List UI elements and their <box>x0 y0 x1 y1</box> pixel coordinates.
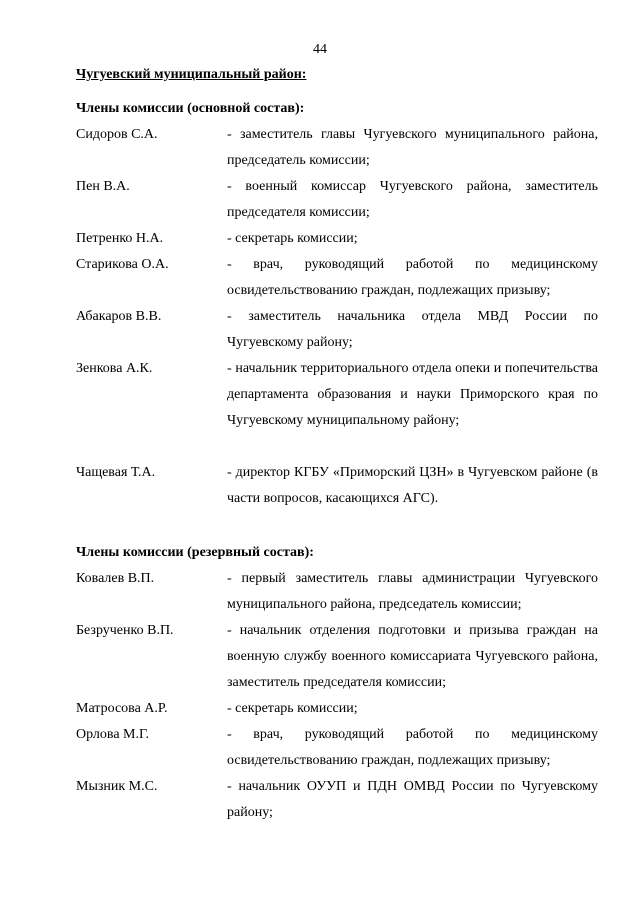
member-name: Пен В.А. <box>76 179 130 194</box>
member-role: - директор КГБУ «Приморский ЦЗН» в Чугуевском районе (в части вопросов, касающихся АГС). <box>227 465 598 506</box>
member-name: Мызник М.С. <box>76 779 158 794</box>
member-role: - секретарь комиссии; <box>227 231 358 246</box>
member-role: - врач, руководящий работой по медицинскому освидетельствованию граждан, подлежащих призыву; <box>227 257 598 298</box>
member-name: Старикова О.А. <box>76 257 169 272</box>
member-role: - заместитель главы Чугуевского муниципального района, председатель комиссии; <box>227 127 598 168</box>
member-role: - первый заместитель главы администрации Чугуевского муниципального района, председатель комиссии; <box>227 571 598 612</box>
district-title: Чугуевский муниципальный район: <box>76 67 307 82</box>
member-name: Чащевая Т.А. <box>76 465 156 480</box>
member-role: - начальник территориального отдела опеки и попечительства департамента образования и науки Приморского края по Чугуевскому муниципальному району; <box>227 361 598 428</box>
member-name: Сидоров С.А. <box>76 127 158 142</box>
member-name: Орлова М.Г. <box>76 727 150 742</box>
member-name: Матросова А.Р. <box>76 701 168 716</box>
member-role: - врач, руководящий работой по медицинскому освидетельствованию граждан, подлежащих призыву; <box>227 727 598 768</box>
member-name: Зенкова А.К. <box>76 361 153 376</box>
member-role: - начальник ОУУП и ПДН ОМВД России по Чугуевскому району; <box>227 779 598 820</box>
member-name: Петренко Н.А. <box>76 231 164 246</box>
member-name: Ковалев В.П. <box>76 571 155 586</box>
member-role: - заместитель начальника отдела МВД России по Чугуевскому району; <box>227 309 598 350</box>
member-role: - секретарь комиссии; <box>227 701 358 716</box>
main-members-heading: Члены комиссии (основной состав): <box>76 101 305 116</box>
member-role: - начальник отделения подготовки и призыва граждан на военную службу военного комиссариата Чугуевского района, заместитель председателя комиссии; <box>227 623 598 690</box>
member-name: Абакаров В.В. <box>76 309 162 324</box>
member-name: Безрученко В.П. <box>76 623 174 638</box>
member-role: - военный комиссар Чугуевского района, заместитель председателя комиссии; <box>227 179 598 220</box>
reserve-members-heading: Члены комиссии (резервный состав): <box>76 545 314 560</box>
page-number: 44 <box>313 42 327 57</box>
